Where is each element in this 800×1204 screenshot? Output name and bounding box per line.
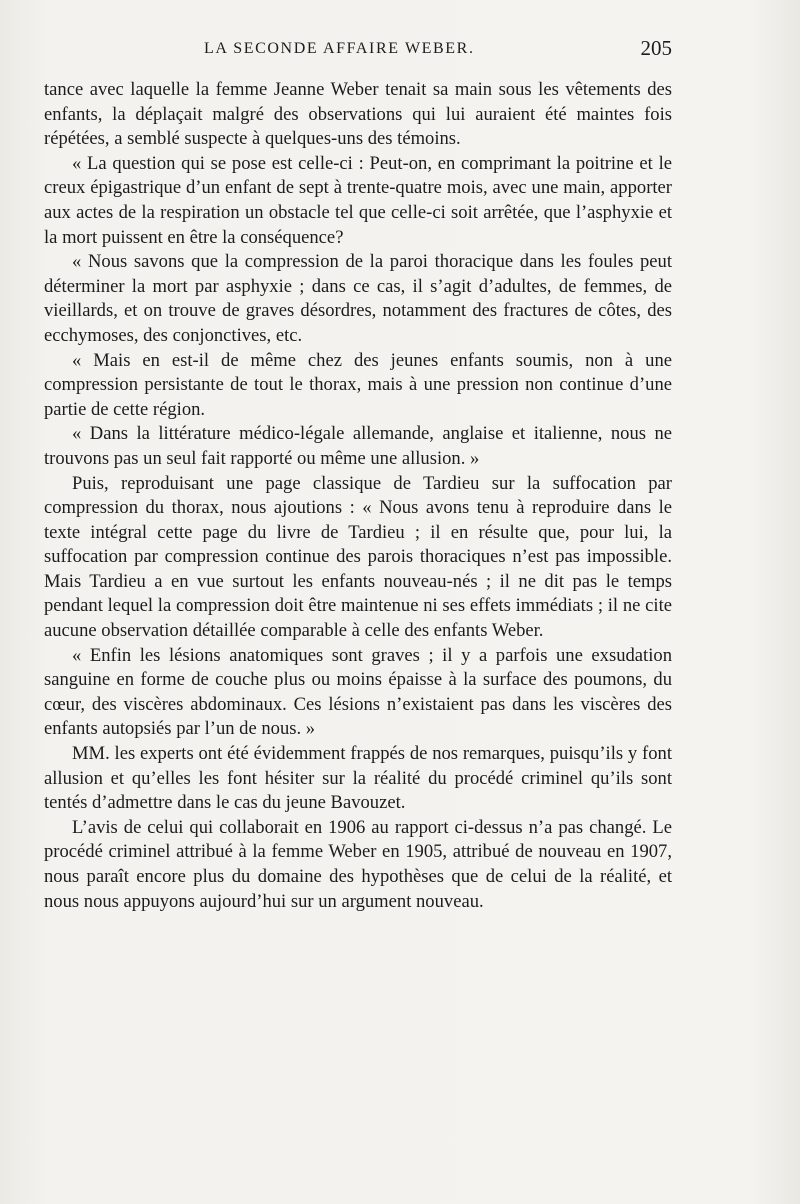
paragraph: Puis, reproduisant une page classique de Tardieu sur la suffocation par compression du thorax, nous ajoutions : « Nous avons tenu à reproduire dans le texte intégral cette page du livre de Tardieu ; il en résulte que, pour lui, la suffocation par compression continue des parois thoraciques n’est pas impossible. Mais Tardieu a en vue surtout les enfants nouveau-nés ; il ne dit pas le temps pendant lequel la compression doit être maintenue ni ses effets immédiats ; il ne cite aucune observation détaillée comparable à celle des enfants Weber.: [44, 472, 672, 642]
page-number: 205: [640, 36, 672, 60]
paragraph: L’avis de celui qui collaborait en 1906 au rapport ci-dessus n’a pas changé. Le procédé criminel attribué à la femme Weber en 1905, attribué de nouveau en 1907, nous paraît encore plus du domaine des hypothèses que de celui de la réalité, et nous nous appuyons aujourd’hui sur un argument nouveau.: [44, 816, 672, 912]
paragraph: « Enfin les lésions anatomiques sont graves ; il y a parfois une exsudation sanguine en forme de couche plus ou moins épaisse à la surface des poumons, du cœur, des viscères abdominaux. Ces lésions n’existaient pas dans les viscères des enfants autopsiés par l’un de nous. »: [44, 644, 672, 740]
paragraph: « La question qui se pose est celle-ci : Peut-on, en comprimant la poitrine et le creux épigastrique d’un enfant de sept à trente-quatre mois, avec une main, apporter aux actes de la respiration un obstacle tel que celle-ci soit arrêtée, que l’asphyxie et la mort puissent en être la conséquence?: [44, 152, 672, 248]
paragraph: « Dans la littérature médico-légale allemande, anglaise et italienne, nous ne trouvons pas un seul fait rapporté ou même une allusion. »: [44, 423, 672, 469]
paragraph: « Mais en est-il de même chez des jeunes enfants soumis, non à une compression persistante de tout le thorax, mais à une pression non continue d’une partie de cette région.: [44, 349, 672, 420]
paragraph: MM. les experts ont été évidemment frappés de nos remarques, puisqu’ils y font allusion et qu’elles les font hésiter sur la réalité du procédé criminel qu’ils sont tentés d’admettre dans le cas du jeune Bavouzet.: [44, 743, 672, 814]
paragraph: « Nous savons que la compression de la paroi thoracique dans les foules peut déterminer la mort par asphyxie ; dans ce cas, il s’agit d’adultes, de femmes, de vieillards, et on trouve de graves désordres, notamment des fractures de côtes, des ecchymoses, des conjonctives, etc.: [44, 251, 672, 346]
paragraph: tance avec laquelle la femme Jeanne Weber tenait sa main sous les vêtements des enfants, la déplaçait malgré des observations qui lui auraient été maintes fois répétées, a semblé suspecte à quelques-uns des témoins.: [44, 79, 672, 150]
body-text: [44, 78, 672, 914]
page-header: [44, 36, 672, 66]
running-title: LA SECONDE AFFAIRE WEBER.: [204, 40, 475, 57]
